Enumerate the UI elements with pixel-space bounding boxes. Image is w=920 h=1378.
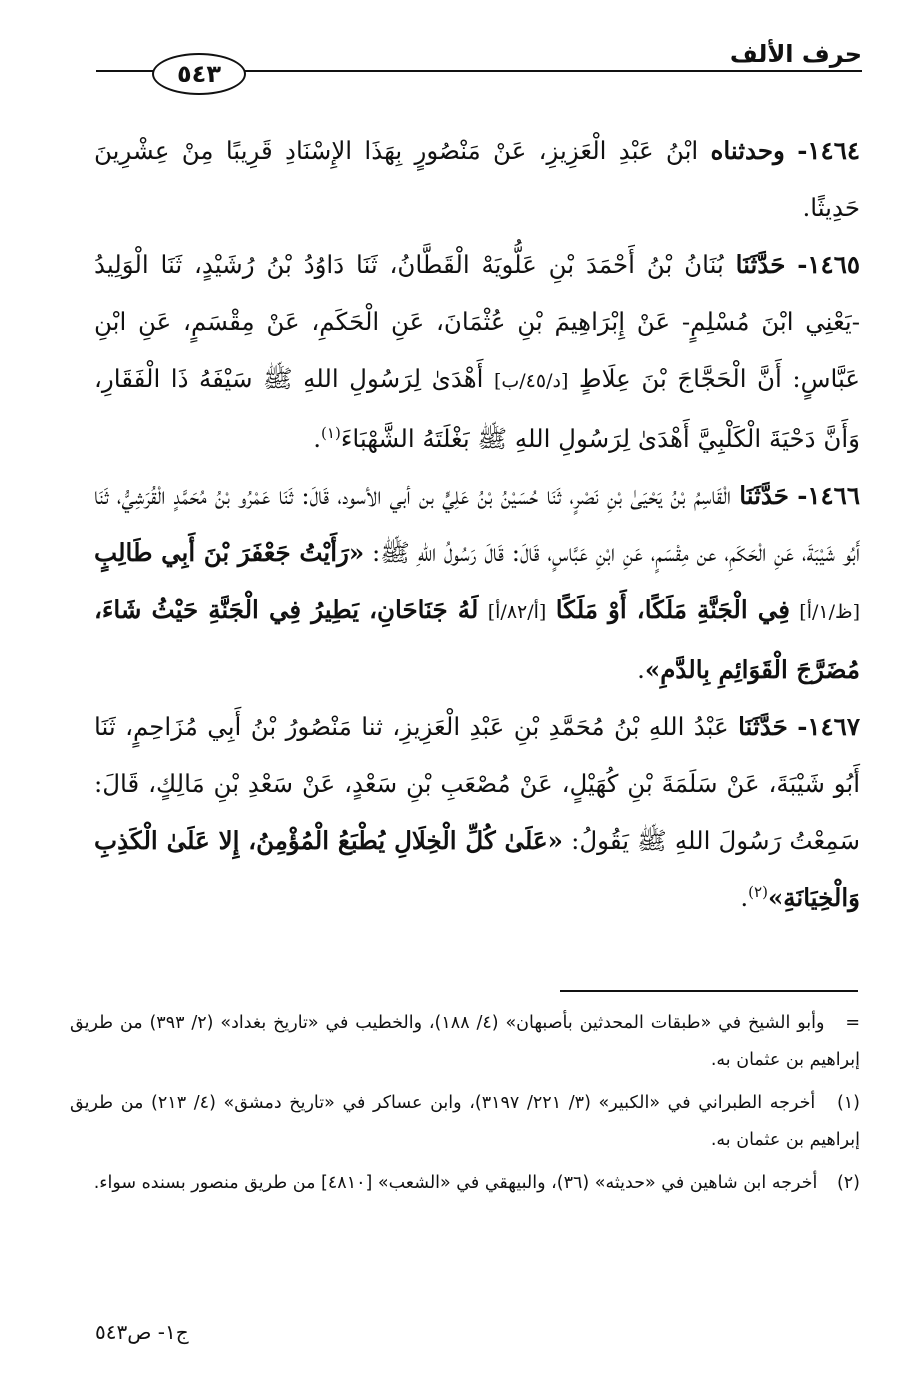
- manuscript-ref: [ظ/١/أ]: [799, 601, 860, 623]
- hadith-text: عَبْدُ اللهِ بْنُ مُحَمَّدِ بْنِ عَبْدِ الْعَزِيزِ، ثنا مَنْصُورُ بْنُ أَبِي مُزَاحِمٍ، ثَنَا أَبُو شَيْبَةَ، عَنْ سَلَمَةَ بْنِ كُهَيْلٍ، عَنْ مُصْعَبِ بْنِ سَعْدٍ، عَنْ سَعْدِ بْنِ مَالِكٍ، قَالَ: سَمِعْتُ رَسُولَ اللهِ ﷺ يَقُولُ:: [94, 712, 860, 855]
- prophetic-quote: «عَلَىٰ كُلِّ الْخِلَالِ يُطْبَعُ الْمُؤْمِنُ، إِلا عَلَىٰ الْكَذِبِ وَالْخِيَانَةِ»: [94, 826, 860, 912]
- prophetic-quote: «رَأَيْتُ جَعْفَرَ بْنَ أَبِي طَالِبٍ: [94, 538, 365, 567]
- footnote-2: [70, 1165, 860, 1202]
- hadith-text: أَهْدَىٰ لِرَسُولِ اللهِ ﷺ سَيْفَهُ ذَا الْفَقَارِ، وَأَنَّ دَحْيَةَ الْكَلْبِيَّ أَهْدَىٰ لِرَسُولِ اللهِ ﷺ بَغْلَتَهُ الشَّهْبَاءَ: [94, 364, 860, 453]
- manuscript-ref: [د/٤٥/ب]: [493, 370, 569, 392]
- footnote-mark: =: [845, 1013, 861, 1033]
- footnote-1: [70, 1085, 860, 1159]
- footnote-marker: (١): [321, 423, 341, 442]
- footnotes: [70, 1005, 860, 1208]
- footnote-text: أخرجه الطبراني في «الكبير» (٣/ ٢٢١/ ٣١٩٧)، وابن عساكر في «تاريخ دمشق» (٤/ ٢١٣) من طريق إبراهيم بن عثمان به.: [70, 1093, 860, 1150]
- prophetic-quote: لَهُ جَنَاحَانِ، يَطِيرُ فِي الْجَنَّةِ حَيْثُ شَاءَ، مُضَرَّجَ الْقَوَائِمِ بِالدَّمِ»: [94, 595, 860, 684]
- hadith-text: الْقَاسِمُ بْنُ يَحْيَىٰ بْنِ نَصْرٍ، ثَنَا حُسَيْنُ بْنُ عَلِيٍّ بن أبي الأسود، قَالَ: ثَنَا عَمْرُو بْنُ مُحَمَّدٍ الْقُرَشِيُّ، ثَنَا أَبُو شَيْبَةَ، عَنِ الْحَكَمِ، عن مِقْسَمٍ، عَنِ ابْنِ عَبَّاسٍ، قَالَ: قَالَ رَسُولُ اللهِ ﷺ:: [94, 481, 860, 567]
- hadith-text: بُنَانُ بْنُ أَحْمَدَ بْنِ عَلُّويَهْ الْقَطَّانُ، ثَنَا دَاوُدُ بْنُ رُشَيْدٍ، ثَنَا الْوَلِيدُ -يَعْنِي ابْنَ مُسْلِمٍ- عَنْ إِبْرَاهِيمَ بْنِ عُثْمَانَ، عَنِ الْحَكَمِ، عَنْ مِقْسَمٍ، عَنِ ابْنِ عَبَّاسٍ: أَنَّ الْحَجَّاجَ بْنَ عِلَاطٍ: [94, 250, 860, 393]
- page-number: ٥٤٣: [152, 53, 246, 95]
- sentence-end: .: [637, 655, 645, 684]
- hadith-1465: [94, 236, 860, 467]
- hadith-number: ١٤٦٧-: [797, 712, 860, 741]
- footnote-text: وأبو الشيخ في «طبقات المحدثين بأصبهان» (٤/ ١٨٨)، والخطيب في «تاريخ بغداد» (٢/ ٣٩٣) من طريق إبراهيم بن عثمان به.: [70, 1013, 860, 1070]
- sentence-end: .: [740, 883, 749, 912]
- hadith-1466: [94, 467, 860, 698]
- volume-page-ref: ج١- ص٥٤٣: [95, 1320, 189, 1344]
- running-title: حرف الألف: [729, 40, 862, 68]
- manuscript-ref: [أ/٨٢/أ]: [487, 601, 547, 623]
- footnote-mark: (١): [836, 1093, 860, 1113]
- hadith-number: ١٤٦٦-: [797, 481, 860, 510]
- main-text: [94, 122, 860, 926]
- hadith-text: ابْنُ عَبْدِ الْعَزِيزِ، عَنْ مَنْصُورٍ بِهَذَا الإِسْنَادِ قَرِيبًا مِنْ عِشْرِينَ حَدِيثًا.: [94, 136, 860, 222]
- sentence-end: .: [313, 424, 322, 453]
- footnote-marker: (٢): [748, 882, 768, 901]
- footnote-rule: [560, 990, 858, 992]
- hadith-number: ١٤٦٤-: [797, 136, 861, 165]
- prophetic-quote: فِي الْجَنَّةِ مَلَكًا، أَوْ مَلَكًا: [555, 595, 790, 624]
- footnote-continued: [70, 1005, 860, 1079]
- hadith-lead: وحدثناه: [710, 136, 785, 165]
- footnote-text: أخرجه ابن شاهين في «حديثه» (٣٦)، والبيهقي في «الشعب» [٤٨١٠] من طريق منصور بسنده سواء.: [93, 1173, 818, 1193]
- hadith-lead: حَدَّثَنَا: [735, 250, 786, 279]
- hadith-lead: حَدَّثَنَا: [739, 481, 789, 510]
- hadith-1467: [94, 698, 860, 926]
- hadith-number: ١٤٦٥-: [797, 250, 861, 279]
- hadith-1464: [94, 122, 860, 236]
- footnote-mark: (٢): [836, 1173, 860, 1193]
- hadith-lead: حَدَّثَنَا: [738, 712, 788, 741]
